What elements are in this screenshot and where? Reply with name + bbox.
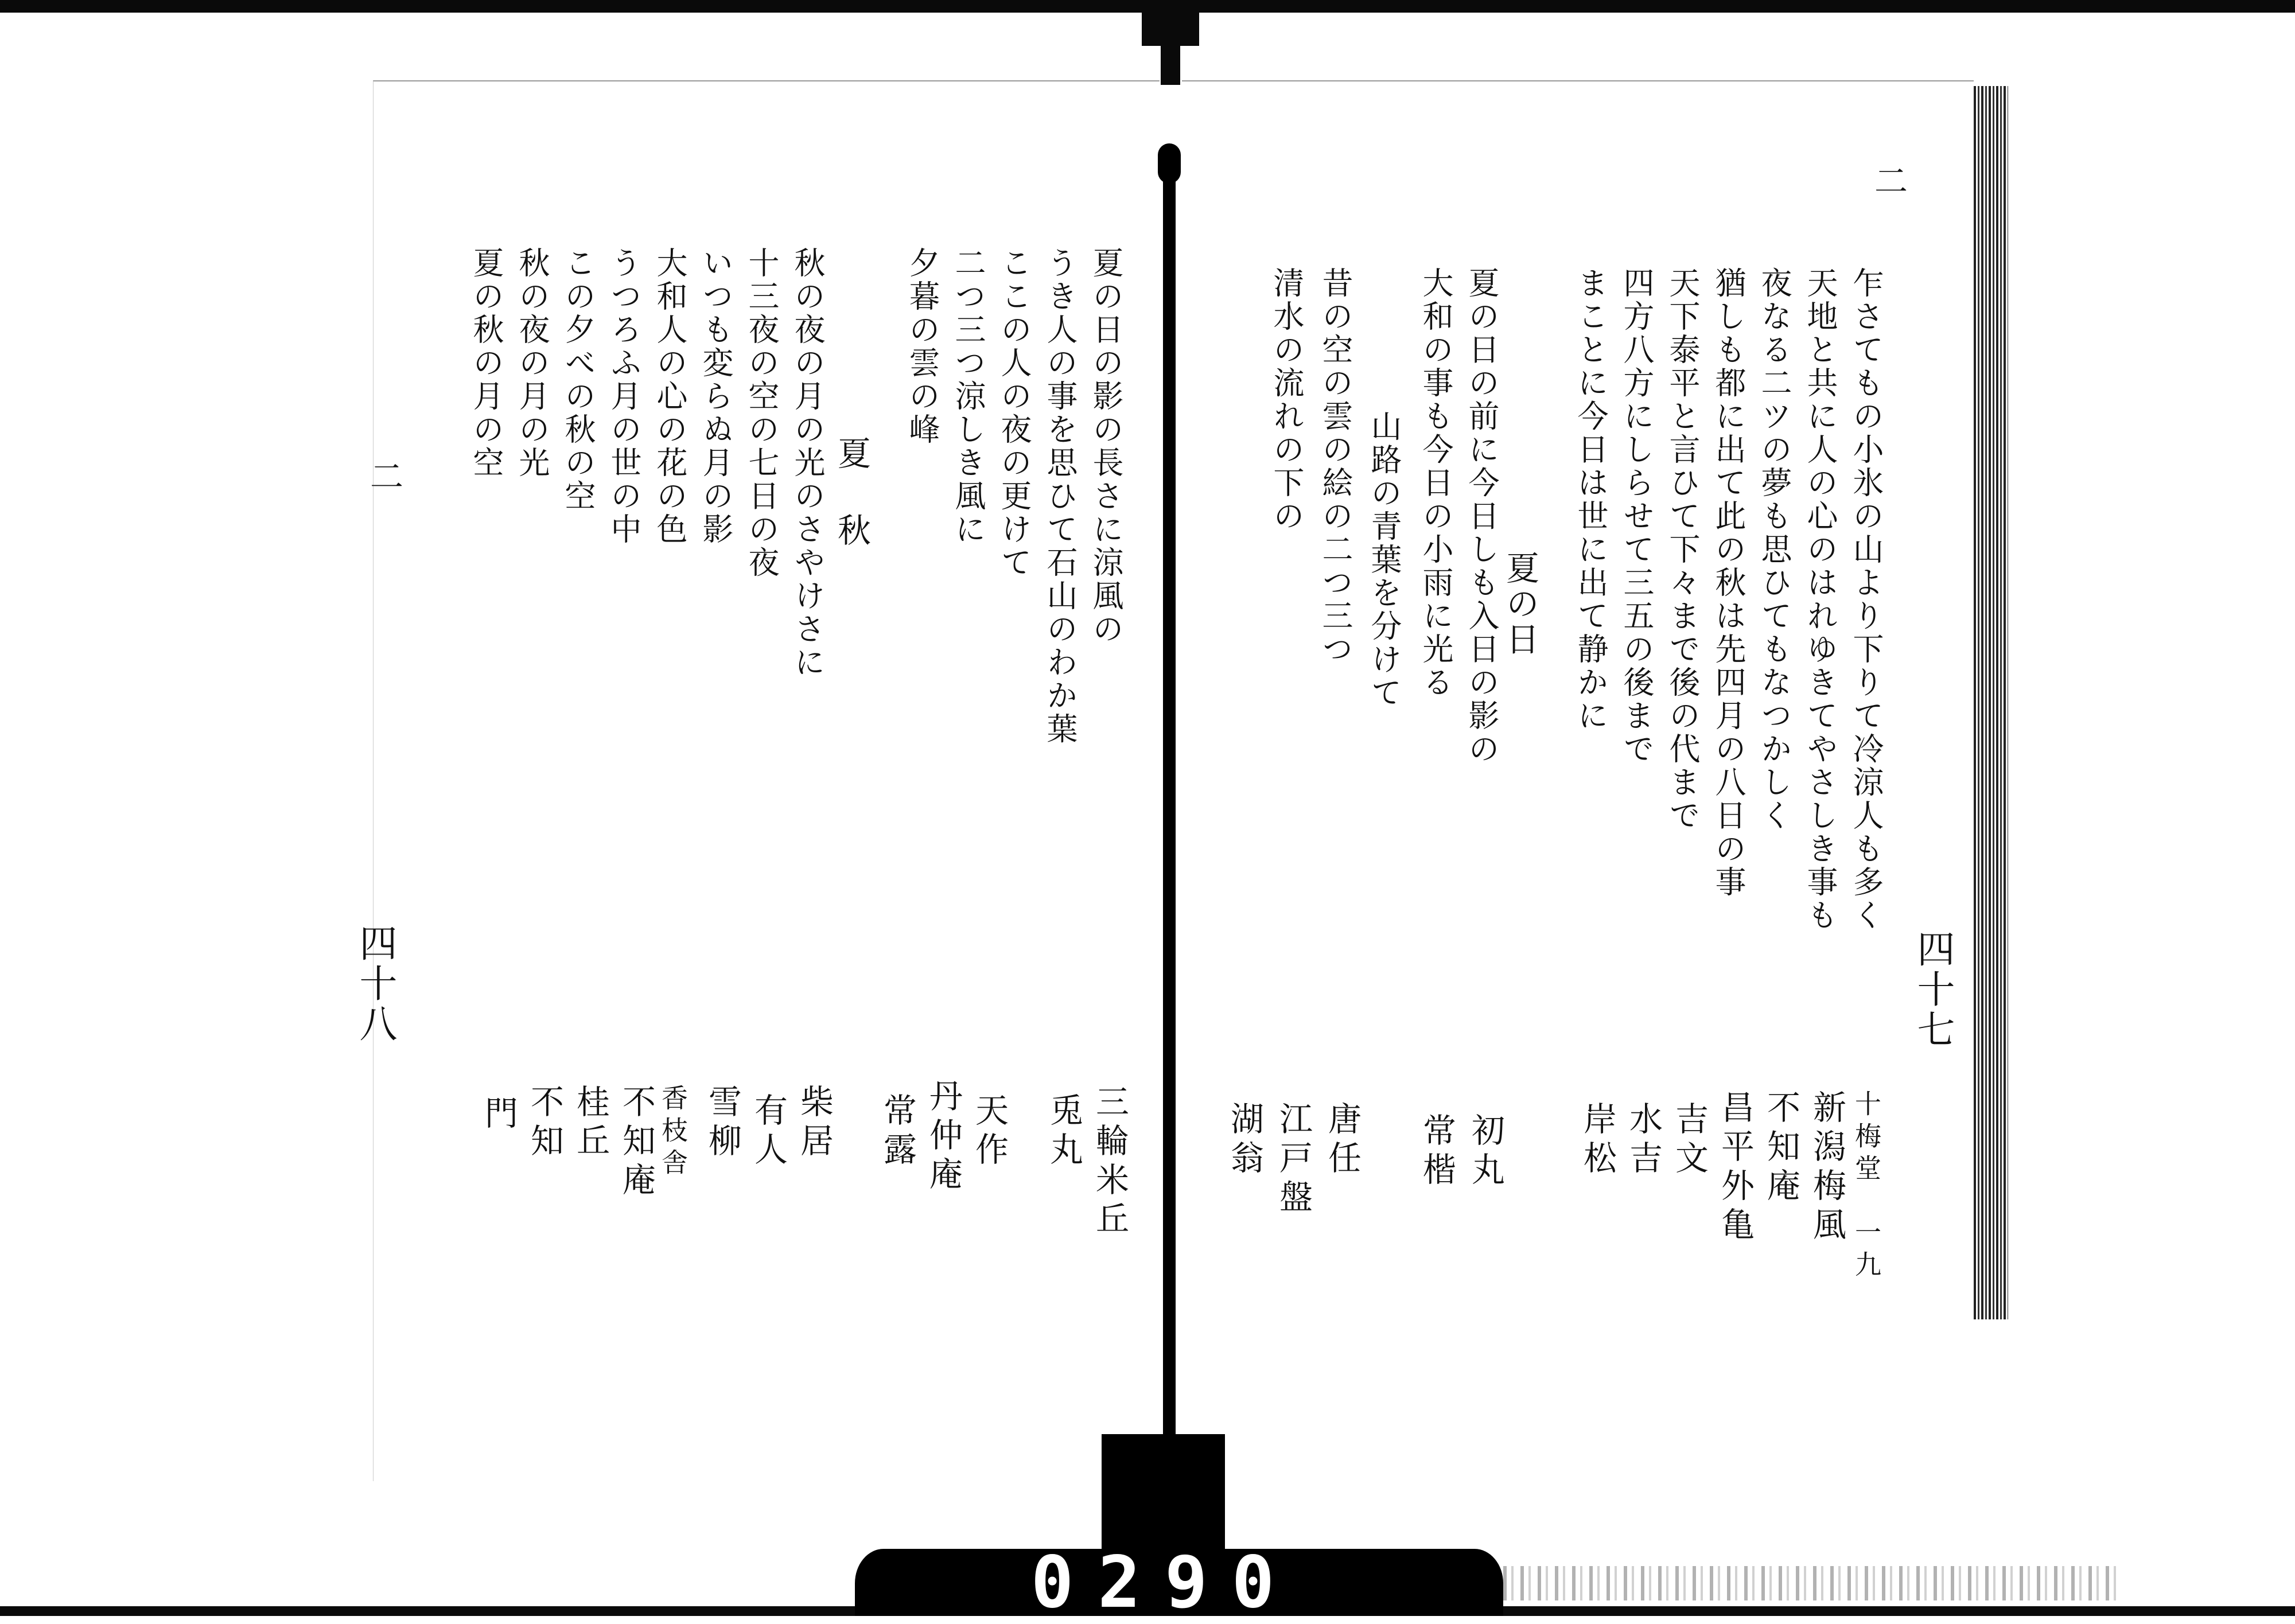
left-verse-line: うつろふ月の世の中 xyxy=(606,247,642,546)
right-author-name: 岸松 xyxy=(1578,1101,1617,1179)
right-verse-line: 山路の青葉を分けて xyxy=(1366,410,1402,710)
right-section-heading: 夏の日 xyxy=(1500,551,1539,657)
left-author-name: 雪柳 xyxy=(703,1084,742,1162)
left-author-name: 有人 xyxy=(749,1093,788,1171)
left-author-name: 丹仲庵 xyxy=(924,1078,963,1195)
right-verse-line: 夜なる二ツの夢も思ひてもなつかしく xyxy=(1756,267,1792,832)
right-author-name: 十梅堂 一九 xyxy=(1851,1090,1882,1283)
right-verse-line: 四方八方にしらせて三五の後まで xyxy=(1619,267,1655,766)
left-verse-line: この夕べの秋の空 xyxy=(560,247,596,513)
left-page-folio: 四十八 xyxy=(353,924,397,1044)
scan-noise xyxy=(1503,1566,2123,1600)
left-verse-line: 二つ三つ涼しき風に xyxy=(950,247,986,546)
left-section-heading: 夏 秋 xyxy=(832,436,871,548)
left-verse-line: うき人の事を思ひて石山のわか葉 xyxy=(1042,247,1078,746)
right-author-name: 湖翁 xyxy=(1225,1101,1264,1179)
right-verse-line: まことに今日は世に出て静かに xyxy=(1573,267,1609,733)
left-verse-line: 大和人の心の花の色 xyxy=(652,247,688,546)
left-author-name: 不知 xyxy=(525,1084,564,1162)
right-author-name: 昌平外亀 xyxy=(1716,1090,1755,1246)
right-verse-line: 天地と共に人の心のはれゆきてやさしき事も xyxy=(1802,267,1838,932)
left-author-name: 常露 xyxy=(878,1093,917,1171)
left-page-head-mark: 二 xyxy=(364,459,403,494)
right-verse-line: 清水の流れの下の xyxy=(1269,267,1305,533)
left-verse-line: 夕暮の雲の峰 xyxy=(904,247,940,446)
right-verse-line: 猶しも都に出て此の秋は先四月の八日の事 xyxy=(1710,267,1746,899)
right-page-folio: 四十七 xyxy=(1911,929,1955,1050)
right-verse-line: 大和の事も今日の小雨に光る xyxy=(1418,267,1454,699)
left-verse-line: 秋の夜の月の光のさやけさに xyxy=(789,247,826,679)
left-verse-line: 秋の夜の月の光 xyxy=(514,247,550,480)
right-verse-line: 乍さてもの小氷の山より下りて冷涼人も多く xyxy=(1848,267,1884,932)
left-verse-line: ここの人の夜の更けて xyxy=(996,247,1032,579)
left-author-name: 兎丸 xyxy=(1044,1093,1083,1171)
right-author-name: 新潟梅風 xyxy=(1807,1090,1846,1246)
book-page-edges xyxy=(1974,86,2008,1319)
right-verse-line: 夏の日の前に今日しも入日の影の xyxy=(1464,267,1500,766)
left-verse-line: 夏の秋の月の空 xyxy=(468,247,504,480)
left-verse-line: いつも変らぬ月の影 xyxy=(698,247,734,546)
left-author-name: 三輪米丘 xyxy=(1090,1084,1129,1240)
left-author-name: 柴居 xyxy=(795,1084,834,1162)
right-verse-line: 昔の空の雲の絵の二つ三つ xyxy=(1317,267,1353,666)
binding-clip xyxy=(1142,0,1199,46)
right-verse-line: 天下泰平と言ひて下々まで後の代まで xyxy=(1664,267,1701,832)
left-author-name: 桂丘 xyxy=(571,1084,610,1162)
book-spine-divider xyxy=(1163,146,1176,1437)
right-page-head-mark: 二 xyxy=(1869,163,1908,199)
left-verse-line: 十三夜の空の七日の夜 xyxy=(744,247,780,579)
left-author-name: 門 xyxy=(479,1096,518,1135)
right-author-name: 唐任 xyxy=(1322,1101,1362,1179)
left-author-name: 天作 xyxy=(970,1093,1009,1171)
right-author-name: 水吉 xyxy=(1624,1101,1663,1179)
frame-number: 0290 xyxy=(1030,1541,1299,1624)
left-author-name: 不知庵 xyxy=(617,1084,656,1201)
right-author-name: 江戸盤 xyxy=(1274,1101,1313,1218)
right-author-name: 常楷 xyxy=(1417,1113,1456,1191)
right-author-name: 初丸 xyxy=(1466,1113,1505,1191)
right-author-name: 吉文 xyxy=(1670,1101,1709,1179)
left-author-name: 香枝舎 xyxy=(658,1084,688,1181)
left-verse-line: 夏の日の影の長さに涼風の xyxy=(1088,247,1124,646)
binding-clip-stem xyxy=(1161,45,1180,85)
right-author-name: 不知庵 xyxy=(1761,1090,1800,1207)
